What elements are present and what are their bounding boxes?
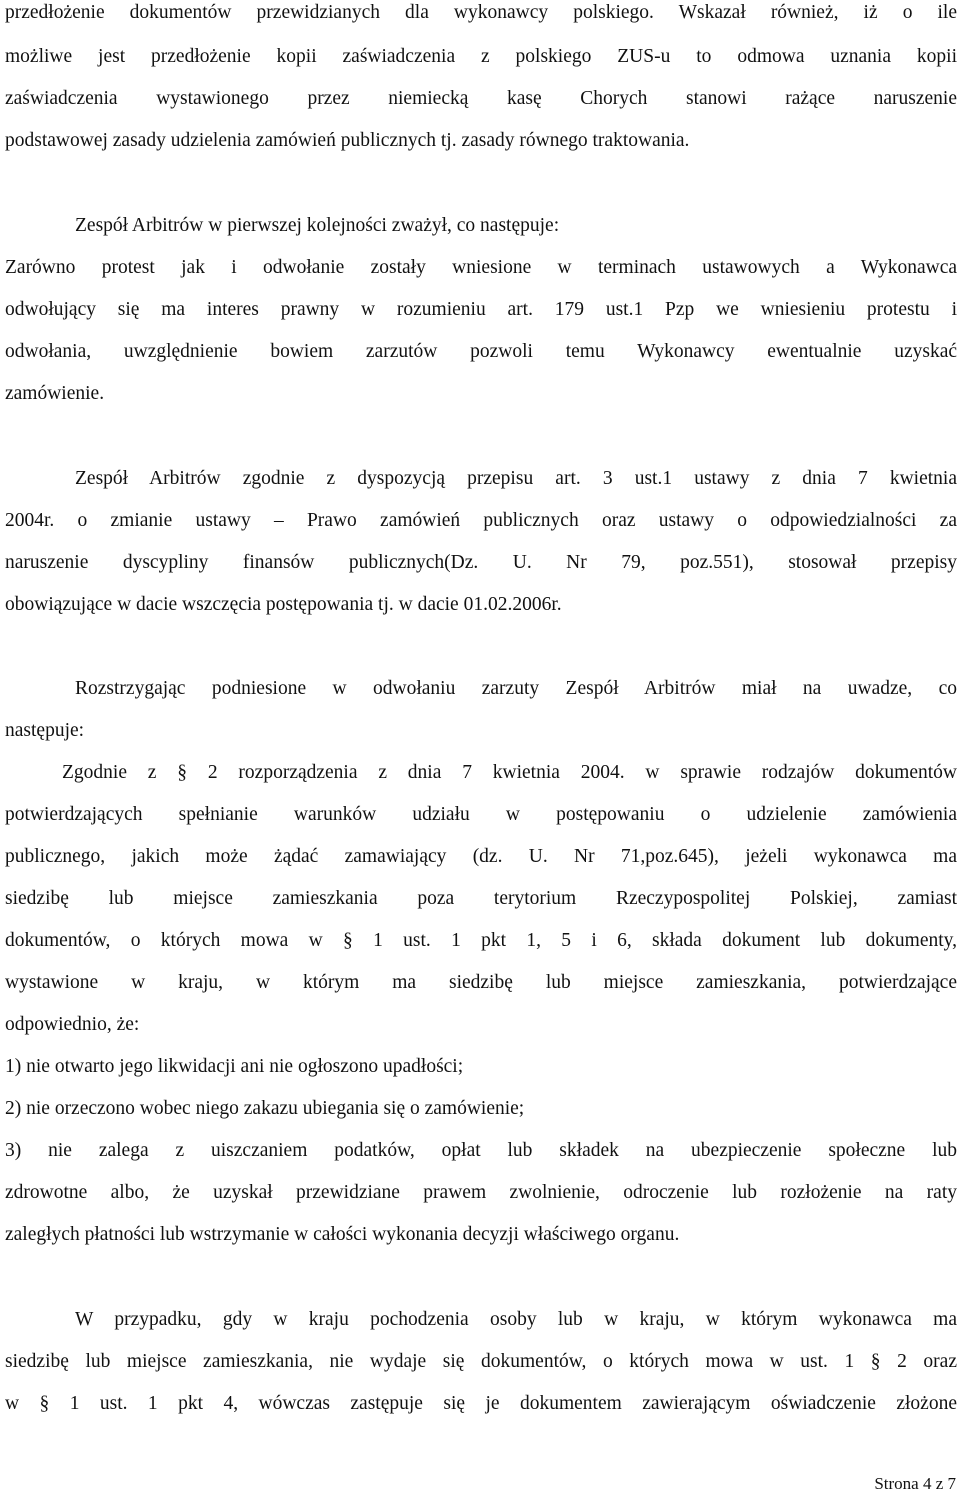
text-line: 2004r. o zmianie ustawy – Prawo zamówień publicznych oraz ustawy o odpowiedzialności za: [5, 510, 957, 531]
text-line: odwołujący się ma interes prawny w rozumieniu art. 179 ust.1 Pzp we wniesieniu protestu i: [5, 299, 957, 320]
text-line: dokumentów, o których mowa w § 1 ust. 1 pkt 1, 5 i 6, składa dokument lub dokumenty,: [5, 930, 957, 951]
text-line: zamówienie.: [5, 383, 105, 404]
text-line: obowiązujące w dacie wszczęcia postępowania tj. w dacie 01.02.2006r.: [5, 594, 562, 615]
text-line: zaświadczenia wystawionego przez niemiecką kasę Chorych stanowi rażące naruszenie: [5, 88, 957, 109]
text-line: W przypadku, gdy w kraju pochodzenia osoby lub w kraju, w którym wykonawca ma: [75, 1309, 957, 1330]
text-line: publicznego, jakich może żądać zamawiający (dz. U. Nr 71,poz.645), jeżeli wykonawca ma: [5, 846, 957, 867]
text-line: siedzibę lub miejsce zamieszkania, nie wydaje się dokumentów, o których mowa w ust. 1 § 2 oraz: [5, 1351, 957, 1372]
text-line: 3) nie zalega z uiszczaniem podatków, opłat lub składek na ubezpieczenie społeczne lub: [5, 1140, 957, 1161]
text-line: zdrowotne albo, że uzyskał przewidziane prawem zwolnienie, odroczenie lub rozłożenie na raty: [5, 1182, 957, 1203]
text-line: w § 1 ust. 1 pkt 4, wówczas zastępuje się je dokumentem zawierającym oświadczenie złożone: [5, 1393, 957, 1414]
text-line: siedzibę lub miejsce zamieszkania poza terytorium Rzeczypospolitej Polskiej, zamiast: [5, 888, 957, 909]
text-line: Zgodnie z § 2 rozporządzenia z dnia 7 kwietnia 2004. w sprawie rodzajów dokumentów: [62, 762, 957, 783]
text-line: przedłożenie dokumentów przewidzianych dla wykonawcy polskiego. Wskazał również, iż o ile: [5, 2, 957, 23]
text-line: możliwe jest przedłożenie kopii zaświadczenia z polskiego ZUS-u to odmowa uznania kopii: [5, 46, 957, 67]
text-line: Zarówno protest jak i odwołanie zostały wniesione w terminach ustawowych a Wykonawca: [5, 257, 957, 278]
text-line: odwołania, uwzględnienie bowiem zarzutów pozwoli temu Wykonawcy ewentualnie uzyskać: [5, 341, 957, 362]
text-line: potwierdzających spełnianie warunków udziału w postępowaniu o udzielenie zamówienia: [5, 804, 957, 825]
text-line: podstawowej zasady udzielenia zamówień publicznych tj. zasady równego traktowania.: [5, 130, 690, 151]
text-line: odpowiednio, że:: [5, 1014, 140, 1035]
text-line: Zespół Arbitrów w pierwszej kolejności zważył, co następuje:: [75, 215, 560, 236]
text-line: 2) nie orzeczono wobec niego zakazu ubiegania się o zamówienie;: [5, 1098, 525, 1119]
text-line: naruszenie dyscypliny finansów publicznych(Dz. U. Nr 79, poz.551), stosował przepisy: [5, 552, 957, 573]
text-line: 1) nie otwarto jego likwidacji ani nie ogłoszono upadłości;: [5, 1056, 464, 1077]
text-line: zaległych płatności lub wstrzymanie w całości wykonania decyzji właściwego organu.: [5, 1224, 680, 1245]
text-line: Zespół Arbitrów zgodnie z dyspozycją przepisu art. 3 ust.1 ustawy z dnia 7 kwietnia: [75, 468, 957, 489]
text-line: Rozstrzygając podniesione w odwołaniu zarzuty Zespół Arbitrów miał na uwadze, co: [75, 678, 957, 699]
text-line: wystawione w kraju, w którym ma siedzibę lub miejsce zamieszkania, potwierdzające: [5, 972, 957, 993]
text-line: następuje:: [5, 720, 85, 741]
page-number: Strona 4 z 7: [874, 1474, 956, 1493]
